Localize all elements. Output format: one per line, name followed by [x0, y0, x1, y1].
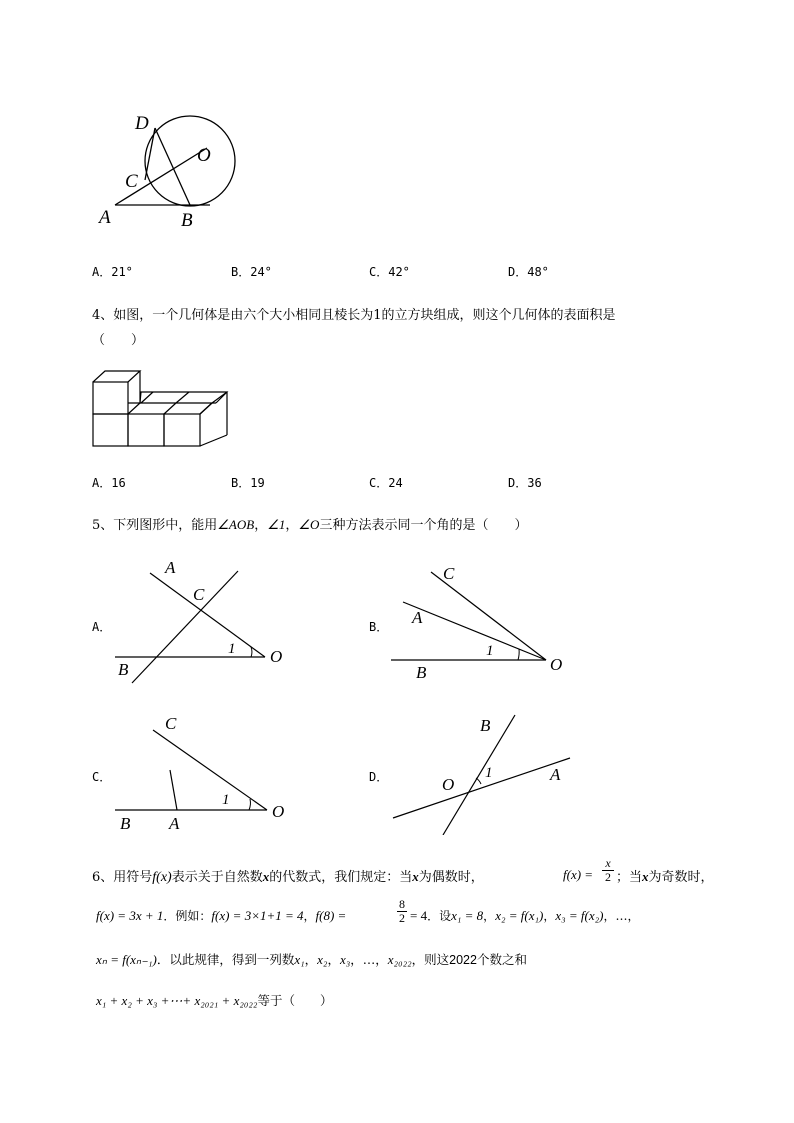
q5-angle-1: ∠1 — [267, 517, 286, 532]
q6-x3: x — [642, 869, 649, 884]
fig-a-label-C: C — [193, 585, 205, 604]
q6-line1-tail — [616, 866, 714, 885]
frac2-den: 2 — [399, 911, 405, 925]
q5-figure-a[interactable] — [110, 555, 295, 685]
q4-cubes-figure — [90, 368, 232, 450]
q6-frac1 — [602, 857, 614, 884]
label-B: B — [181, 210, 193, 231]
q4-paren: （ ） — [92, 333, 145, 348]
q5-angle-o: ∠O — [298, 517, 320, 532]
q6-x2: x — [412, 869, 419, 884]
q6-l3e: x₂ — [317, 952, 328, 967]
q6-fx-even — [563, 867, 593, 883]
q6-l2k: ， — [543, 909, 556, 923]
label-C: C — [125, 171, 138, 192]
q6-l2d: ， — [303, 909, 316, 923]
q6-l1a: 6、用符号 — [92, 870, 153, 885]
q6-line3 — [96, 950, 527, 968]
fig-d-label-1: 1 — [485, 765, 493, 781]
fig-a-label-O: O — [270, 647, 283, 666]
q6-l3l: 个数之和 — [476, 952, 527, 967]
frac1-den: 2 — [605, 870, 611, 884]
label-D: D — [135, 113, 149, 134]
q6-l3g: x₃ — [339, 952, 351, 967]
q6-l2i: ， — [483, 909, 496, 923]
label-O: O — [197, 145, 211, 166]
q6-l2g: ．设 — [427, 909, 452, 923]
q6-l2f: = 4 — [410, 908, 428, 923]
q5-figure-b[interactable] — [388, 560, 573, 685]
q3-circle-figure — [95, 108, 245, 233]
label-A: A — [99, 207, 111, 228]
q4-option-b[interactable]: B．19 — [231, 476, 265, 490]
q5-figure-d[interactable] — [388, 710, 578, 835]
q3-option-a[interactable]: A．21° — [92, 265, 133, 279]
fig-a-label-1: 1 — [228, 641, 236, 657]
q6-fx: f(x) — [152, 870, 172, 885]
q6-l1k: 为奇数时， — [648, 870, 714, 885]
q4-option-d[interactable]: D．36 — [508, 476, 542, 490]
q6-l2c: f(x) = 3×1+1 = 4 — [211, 908, 304, 923]
fig-b-label-B: B — [416, 663, 427, 682]
q5-stem — [92, 514, 527, 533]
q6-l3j: ，则这 — [411, 952, 450, 967]
q5-option-c-label[interactable]: C． — [92, 770, 112, 784]
fig-b-label-1: 1 — [486, 643, 494, 659]
fig-b-label-C: C — [443, 564, 455, 583]
q5-option-b-label[interactable]: B． — [369, 620, 389, 634]
fig-d-label-B: B — [480, 716, 491, 735]
q6-line2 — [96, 907, 346, 924]
q6-x1: x — [262, 869, 270, 884]
q6-l1g: 为偶数时， — [418, 870, 484, 885]
q4-stem: 4、如图，一个几何体是由六个大小相同且棱长为1的立方块组成，则这个几何体的表面积是 — [92, 308, 616, 323]
fig-a-label-A: A — [165, 558, 176, 577]
q6-l1c: 表示关于自然数 — [171, 870, 263, 885]
q6-l2l: x₃ = f(x₂) — [555, 908, 604, 923]
fig-c-label-A: A — [169, 814, 180, 833]
fig-c-label-C: C — [165, 714, 177, 733]
frac2-num: 8 — [399, 897, 405, 911]
q6-l2a: f(x) = 3x + 1 — [96, 908, 164, 923]
fig-c-label-1: 1 — [222, 792, 230, 808]
frac1-num: x — [602, 857, 614, 871]
q5-option-d-label[interactable]: D． — [369, 770, 389, 784]
q5-stem-pre: 5、下列图形中，能用 — [92, 518, 218, 533]
q6-frac2 — [397, 898, 407, 925]
q6-l3a: xₙ = f(xₙ₋₁) — [96, 952, 157, 967]
q6-l2b: ．例如： — [163, 909, 212, 923]
q3-option-b[interactable]: B．24° — [231, 265, 272, 279]
q3-option-c[interactable]: C．42° — [369, 265, 410, 279]
q6-l4b: 等于（ ） — [257, 993, 333, 1008]
q6-l3b: ．以此规律，得到一列数 — [156, 952, 295, 967]
q6-l4a: x₁ + x₂ + x₃ +⋯+ x₂₀₂₁ + x₂₀₂₂ — [96, 993, 258, 1008]
q5-option-a-label[interactable]: A． — [92, 620, 112, 634]
fig-a-label-B: B — [118, 660, 129, 679]
q5-stem-post: 三种方法表示同一个角的是（ ） — [319, 518, 528, 533]
q6-l1i: ；当 — [616, 870, 643, 885]
q6-l3i: x₂₀₂₂ — [387, 952, 412, 967]
fig-c-label-O: O — [272, 802, 285, 821]
fig-b-label-O: O — [550, 655, 563, 674]
fig-c-label-B: B — [120, 814, 131, 833]
q6-l3h: ，…， — [350, 952, 388, 967]
q5-sep2: ， — [285, 518, 299, 533]
q6-l3d: ， — [304, 952, 318, 967]
q6-l3k: 2022 — [449, 953, 477, 967]
q5-sep1: ， — [254, 518, 268, 533]
q4-option-a[interactable]: A．16 — [92, 476, 126, 490]
q6-line4 — [96, 991, 332, 1009]
q6-l2m: ，…， — [603, 909, 640, 923]
q6-l2j: x₂ = f(x₁) — [495, 908, 544, 923]
q6-l3f: ， — [327, 952, 340, 967]
q6-l2e: f(8) = — [315, 908, 347, 923]
fig-d-label-O: O — [442, 775, 455, 794]
q6-line1 — [92, 866, 484, 886]
fig-d-label-A: A — [550, 765, 561, 784]
q6-l1h: f(x) = — [563, 867, 594, 882]
q6-line2-tail — [410, 907, 639, 924]
q6-l2h: x₁ = 8 — [451, 908, 484, 923]
q5-figure-c[interactable] — [110, 710, 295, 835]
q3-option-d[interactable]: D．48° — [508, 265, 549, 279]
q4-option-c[interactable]: C．24 — [369, 476, 403, 490]
fig-b-label-A: A — [412, 608, 423, 627]
q6-l1e: 的代数式，我们规定：当 — [269, 870, 413, 885]
q5-angle-aob: ∠AOB — [217, 517, 255, 532]
q6-l3c: x₁ — [294, 952, 305, 967]
